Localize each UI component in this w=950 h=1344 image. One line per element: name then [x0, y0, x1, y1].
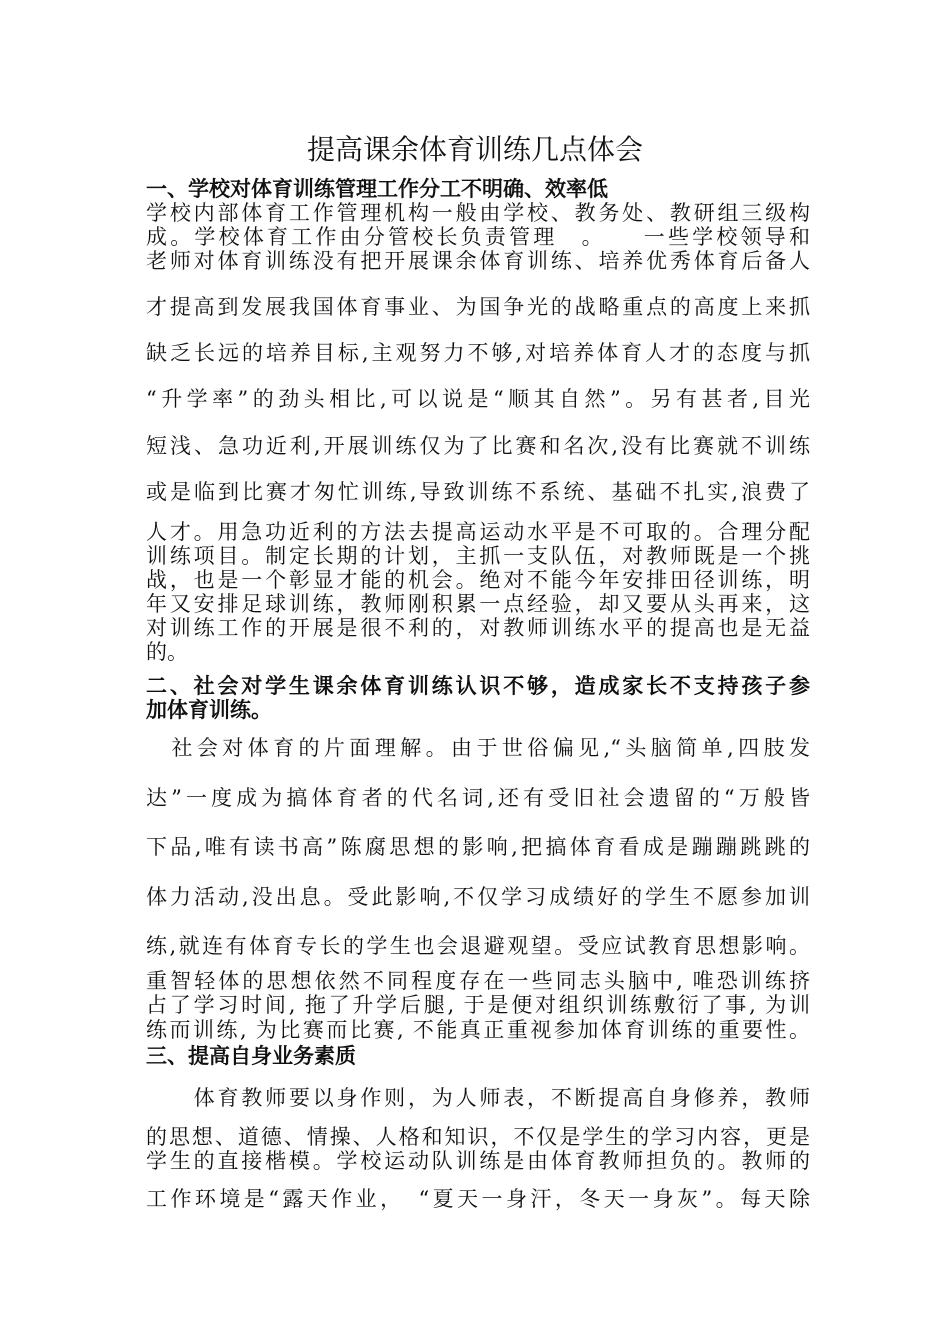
section-3-line: 工作环境是“露天作业， “夏天一身汗，冬天一身灰”。每天除 — [146, 1187, 810, 1211]
section-1-line: 成。学校体育工作由分管校长负责管理 。 一些学校领导和 — [146, 225, 810, 249]
section-1-line: 学校内部体育工作管理机构一般由学校、教务处、教研组三级构 — [146, 201, 810, 225]
section-2-line: 体力活动,没出息。受此影响,不仅学习成绩好的学生不愿参加训 — [146, 885, 810, 909]
section-3-line: 学生的直接楷模。学校运动队训练是由体育教师担负的。教师的 — [146, 1149, 810, 1173]
section-2-line: 社会对体育的片面理解。由于世俗偏见,“头脑简单,四肢发 — [146, 736, 810, 760]
section-2-line: 练,就连有体育专长的学生也会退避观望。受应试教育思想影响。 — [146, 934, 810, 958]
section-1-line: 对训练工作的开展是很不利的，对教师训练水平的提高也是无益 — [146, 616, 810, 640]
section-1-line: 战，也是一个彰显才能的机会。绝对不能今年安排田径训练，明 — [146, 568, 810, 592]
section-2-line: 占了学习时间, 拖了升学后腿, 于是便对组织训练敷衍了事, 为训 — [146, 993, 810, 1017]
section-3-line: 的思想、道德、情操、人格和知识，不仅是学生的学习内容，更是 — [146, 1125, 810, 1149]
section-1-line: 老师对体育训练没有把开展课余体育训练、培养优秀体育后备人 — [146, 249, 810, 273]
section-3-line: 体育教师要以身作则，为人师表，不断提高自身修养，教师 — [146, 1086, 810, 1110]
section-1-line: “升学率”的劲头相比,可以说是“顺其自然”。另有甚者,目光 — [146, 387, 810, 411]
document-title: 提高课余体育训练几点体会 — [306, 133, 643, 166]
section-1-heading: 一、学校对体育训练管理工作分工不明确、效率低 — [146, 177, 608, 201]
section-1-line: 训练项目。制定长期的计划，主抓一支队伍，对教师既是一个挑 — [146, 544, 810, 568]
section-2-line: 达”一度成为搞体育者的代名词,还有受旧社会遗留的“万般皆 — [146, 786, 810, 810]
section-1-line: 人才。用急功近利的方法去提高运动水平是不可取的。合理分配 — [146, 520, 810, 544]
section-1-line: 或是临到比赛才匆忙训练,导致训练不系统、基础不扎实,浪费了 — [146, 480, 810, 504]
section-2-line: 下品,唯有读书高”陈腐思想的影响,把搞体育看成是蹦蹦跳跳的 — [146, 835, 810, 859]
section-2-line: 重智轻体的思想依然不同程度存在一些同志头脑中, 唯恐训练挤 — [146, 969, 810, 993]
section-1-line: 的。 — [146, 640, 188, 664]
section-2-heading: 二、社会对学生课余体育训练认识不够，造成家长不支持孩子参 — [146, 674, 810, 698]
section-2-heading: 加体育训练。 — [146, 698, 272, 722]
section-1-line: 才提高到发展我国体育事业、为国争光的战略重点的高度上来抓 — [146, 295, 810, 319]
section-1-line: 短浅、急功近利,开展训练仅为了比赛和名次,没有比赛就不训练 — [146, 434, 810, 458]
section-2-line: 练而训练, 为比赛而比赛, 不能真正重视参加体育训练的重要性。 — [146, 1018, 810, 1042]
section-1-line: 年又安排足球训练，教师刚积累一点经验，却又要从头再来，这 — [146, 592, 810, 616]
section-1-line: 缺乏长远的培养目标,主观努力不够,对培养体育人才的态度与抓 — [146, 341, 810, 365]
section-3-heading: 三、提高自身业务素质 — [146, 1044, 356, 1068]
